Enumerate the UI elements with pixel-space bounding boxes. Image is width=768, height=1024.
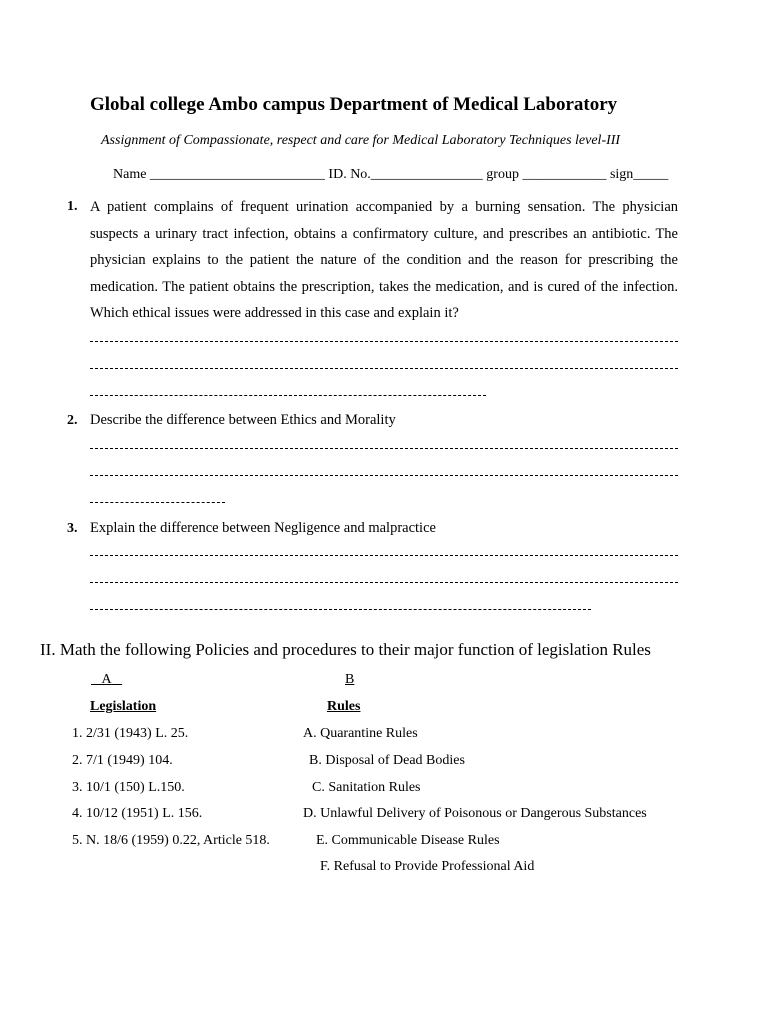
legislation-item: 1. 2/31 (1943) L. 25. bbox=[72, 726, 189, 741]
section-2-heading: II. Math the following Policies and procedures to their major function of legislation Rules bbox=[40, 640, 651, 659]
legislation-item: 2. 7/1 (1949) 104. bbox=[72, 753, 173, 768]
student-id-line: Name _________________________ ID. No.________________ group ____________ sign_____ bbox=[113, 167, 669, 182]
answer-line-3a bbox=[90, 555, 678, 556]
column-a-label: Legislation bbox=[90, 699, 157, 714]
answer-line-2a bbox=[90, 448, 678, 449]
answer-line-1b bbox=[90, 368, 678, 369]
answer-line-2c bbox=[90, 502, 225, 503]
column-b-letter: B bbox=[345, 672, 355, 687]
column-b-label: Rules bbox=[327, 699, 361, 714]
question-2-text: Describe the difference between Ethics and Morality bbox=[90, 412, 396, 428]
rule-item: F. Refusal to Provide Professional Aid bbox=[320, 859, 535, 874]
document-title: Global college Ambo campus Department of Medical Laboratory bbox=[90, 94, 618, 115]
question-3-number: 3. bbox=[67, 521, 78, 536]
answer-line-1a bbox=[90, 341, 678, 342]
answer-line-3c bbox=[90, 609, 591, 610]
rule-item: B. Disposal of Dead Bodies bbox=[309, 753, 465, 768]
question-1-number: 1. bbox=[67, 199, 78, 214]
legislation-item: 5. N. 18/6 (1959) 0.22, Article 518. bbox=[72, 833, 270, 848]
answer-line-3b bbox=[90, 582, 678, 583]
rule-item: E. Communicable Disease Rules bbox=[316, 833, 500, 848]
question-2-number: 2. bbox=[67, 413, 78, 428]
question-3-text: Explain the difference between Negligence and malpractice bbox=[90, 520, 436, 536]
answer-line-1c bbox=[90, 395, 486, 396]
legislation-item: 4. 10/12 (1951) L. 156. bbox=[72, 806, 203, 821]
document-subtitle: Assignment of Compassionate, respect and care for Medical Laboratory Techniques level-III bbox=[101, 133, 621, 148]
rule-item: A. Quarantine Rules bbox=[303, 726, 418, 741]
rule-item: D. Unlawful Delivery of Poisonous or Dangerous Substances bbox=[303, 806, 647, 821]
answer-line-2b bbox=[90, 475, 678, 476]
legislation-item: 3. 10/1 (150) L.150. bbox=[72, 780, 185, 795]
rule-item: C. Sanitation Rules bbox=[312, 780, 421, 795]
question-1-text: A patient complains of frequent urination accompanied by a burning sensation. The physician suspects a urinary tract infection, obtains a confirmatory culture, and prescribes an antibiotic. The physician explains to the patient the nature of the condition and the reason for prescribing the medication. The patient obtains the prescription, takes the medication, and is cured of the infection. Which ethical issues were addressed in this case and explain it? bbox=[90, 199, 678, 322]
column-a-letter: A bbox=[101, 672, 112, 687]
